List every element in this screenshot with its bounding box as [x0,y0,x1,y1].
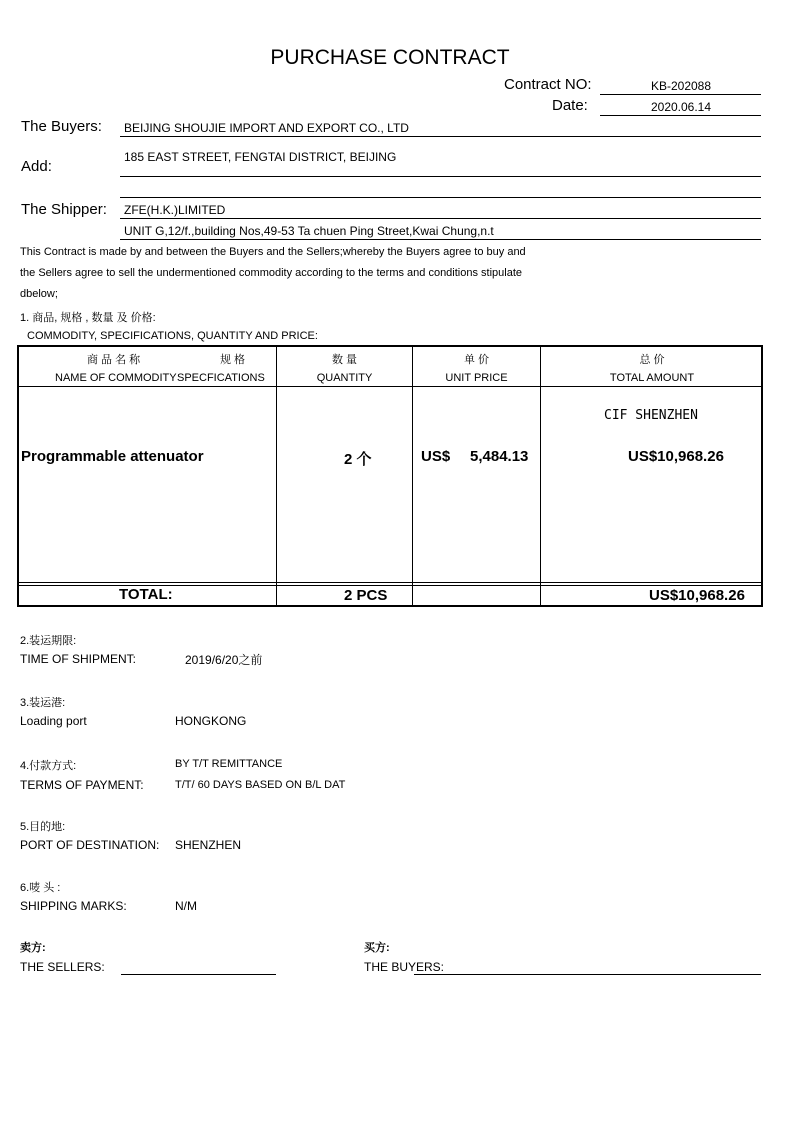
payment-en: TERMS OF PAYMENT: [20,778,144,792]
shipper-label: The Shipper: [21,201,107,218]
header-spec-en: SPECFICATIONS [177,372,265,384]
add-label: Add: [21,158,52,175]
payment-cn: 4.付款方式: [20,760,77,772]
header-qty-cn: 数 量 [331,354,358,366]
loading-port-value: HONGKONG [175,714,247,728]
intro-line-3: dbelow; [20,288,58,300]
section1-en: COMMODITY, SPECIFICATIONS, QUANTITY AND PRICE: [27,330,318,342]
loading-port-en: Loading port [20,714,87,728]
shipping-marks-cn: 6.唛 头 : [20,882,61,894]
contract-no-value: KB-202088 [650,79,712,93]
buyers-name: BEIJING SHOUJIE IMPORT AND EXPORT CO., LTD [124,121,409,135]
total-quantity: 2 PCS [344,587,388,604]
header-name-cn: 商 品 名 称 [87,354,141,366]
buyers-en: THE BUYERS: [364,960,445,974]
buyers-label: The Buyers: [21,118,102,135]
total-divider-top [19,582,761,583]
shipper-name: ZFE(H.K.)LIMITED [124,203,226,217]
item-price-terms: CIF SHENZHEN [604,408,698,423]
header-unit-en: UNIT PRICE [445,372,508,384]
sellers-en: THE SELLERS: [20,960,105,974]
contract-title: PURCHASE CONTRACT [270,46,510,69]
shipper-address: UNIT G,12/f.,building Nos,49-53 Ta chuen Ping Street,Kwai Chung,n.t [124,224,494,238]
shipper-underline [120,218,761,219]
total-label: TOTAL: [119,586,173,603]
sellers-signature-line [121,974,276,975]
item-unit-price: 5,484.13 [470,448,529,465]
date-underline [600,115,761,116]
total-amount: US$10,968.26 [649,587,745,604]
sellers-cn: 卖方: [20,942,46,954]
header-unit-cn: 单 价 [463,354,490,366]
buyers-signature-line [414,974,761,975]
shipping-marks-value: N/M [175,899,197,913]
date-label: Date: [552,97,588,114]
date-value: 2020.06.14 [650,100,712,114]
header-total-cn: 总 价 [639,354,665,366]
header-qty-en: QUANTITY [316,372,373,384]
commodity-table [17,345,763,607]
item-amount: US$10,968.26 [628,448,724,465]
header-total-en: TOTAL AMOUNT [609,372,695,384]
payment-value-2: T/T/ 60 DAYS BASED ON B/L DAT [175,779,346,791]
header-divider [19,386,761,387]
contract-no-label: Contract NO: [504,76,592,93]
shipment-en: TIME OF SHIPMENT: [20,652,137,666]
header-spec-cn: 规 格 [220,354,246,366]
address-underline [120,176,761,177]
header-name-en: NAME OF COMMODITY [55,372,177,384]
destination-value: SHENZHEN [175,838,242,852]
item-currency: US$ [421,448,451,465]
destination-en: PORT OF DESTINATION: [20,838,160,852]
section1-cn: 1. 商品, 规格 , 数量 及 价格: [20,312,156,324]
shipment-cn: 2.装运期限: [20,635,77,647]
buyers-address: 185 EAST STREET, FENGTAI DISTRICT, BEIJING [124,150,397,164]
item-quantity: 2 个 [344,451,372,468]
buyers-underline [120,136,761,137]
shipping-marks-en: SHIPPING MARKS: [20,899,127,913]
payment-value-1: BY T/T REMITTANCE [175,758,283,770]
buyers-cn: 买方: [364,942,390,954]
intro-line-1: This Contract is made by and between the Buyers and the Sellers;whereby the Buyers agree to buy and [20,246,526,258]
destination-cn: 5.目的地: [20,821,66,833]
item-name: Programmable attenuator [21,448,204,465]
contract-no-underline [600,94,761,95]
shipment-value: 2019/6/20之前 [185,653,263,667]
intro-line-2: the Sellers agree to sell the undermentioned commodity according to the terms and conditions stipulate [20,267,523,279]
loading-port-cn: 3.装运港: [20,697,66,709]
address-underline-2 [120,197,761,198]
shipper-address-underline [120,239,761,240]
